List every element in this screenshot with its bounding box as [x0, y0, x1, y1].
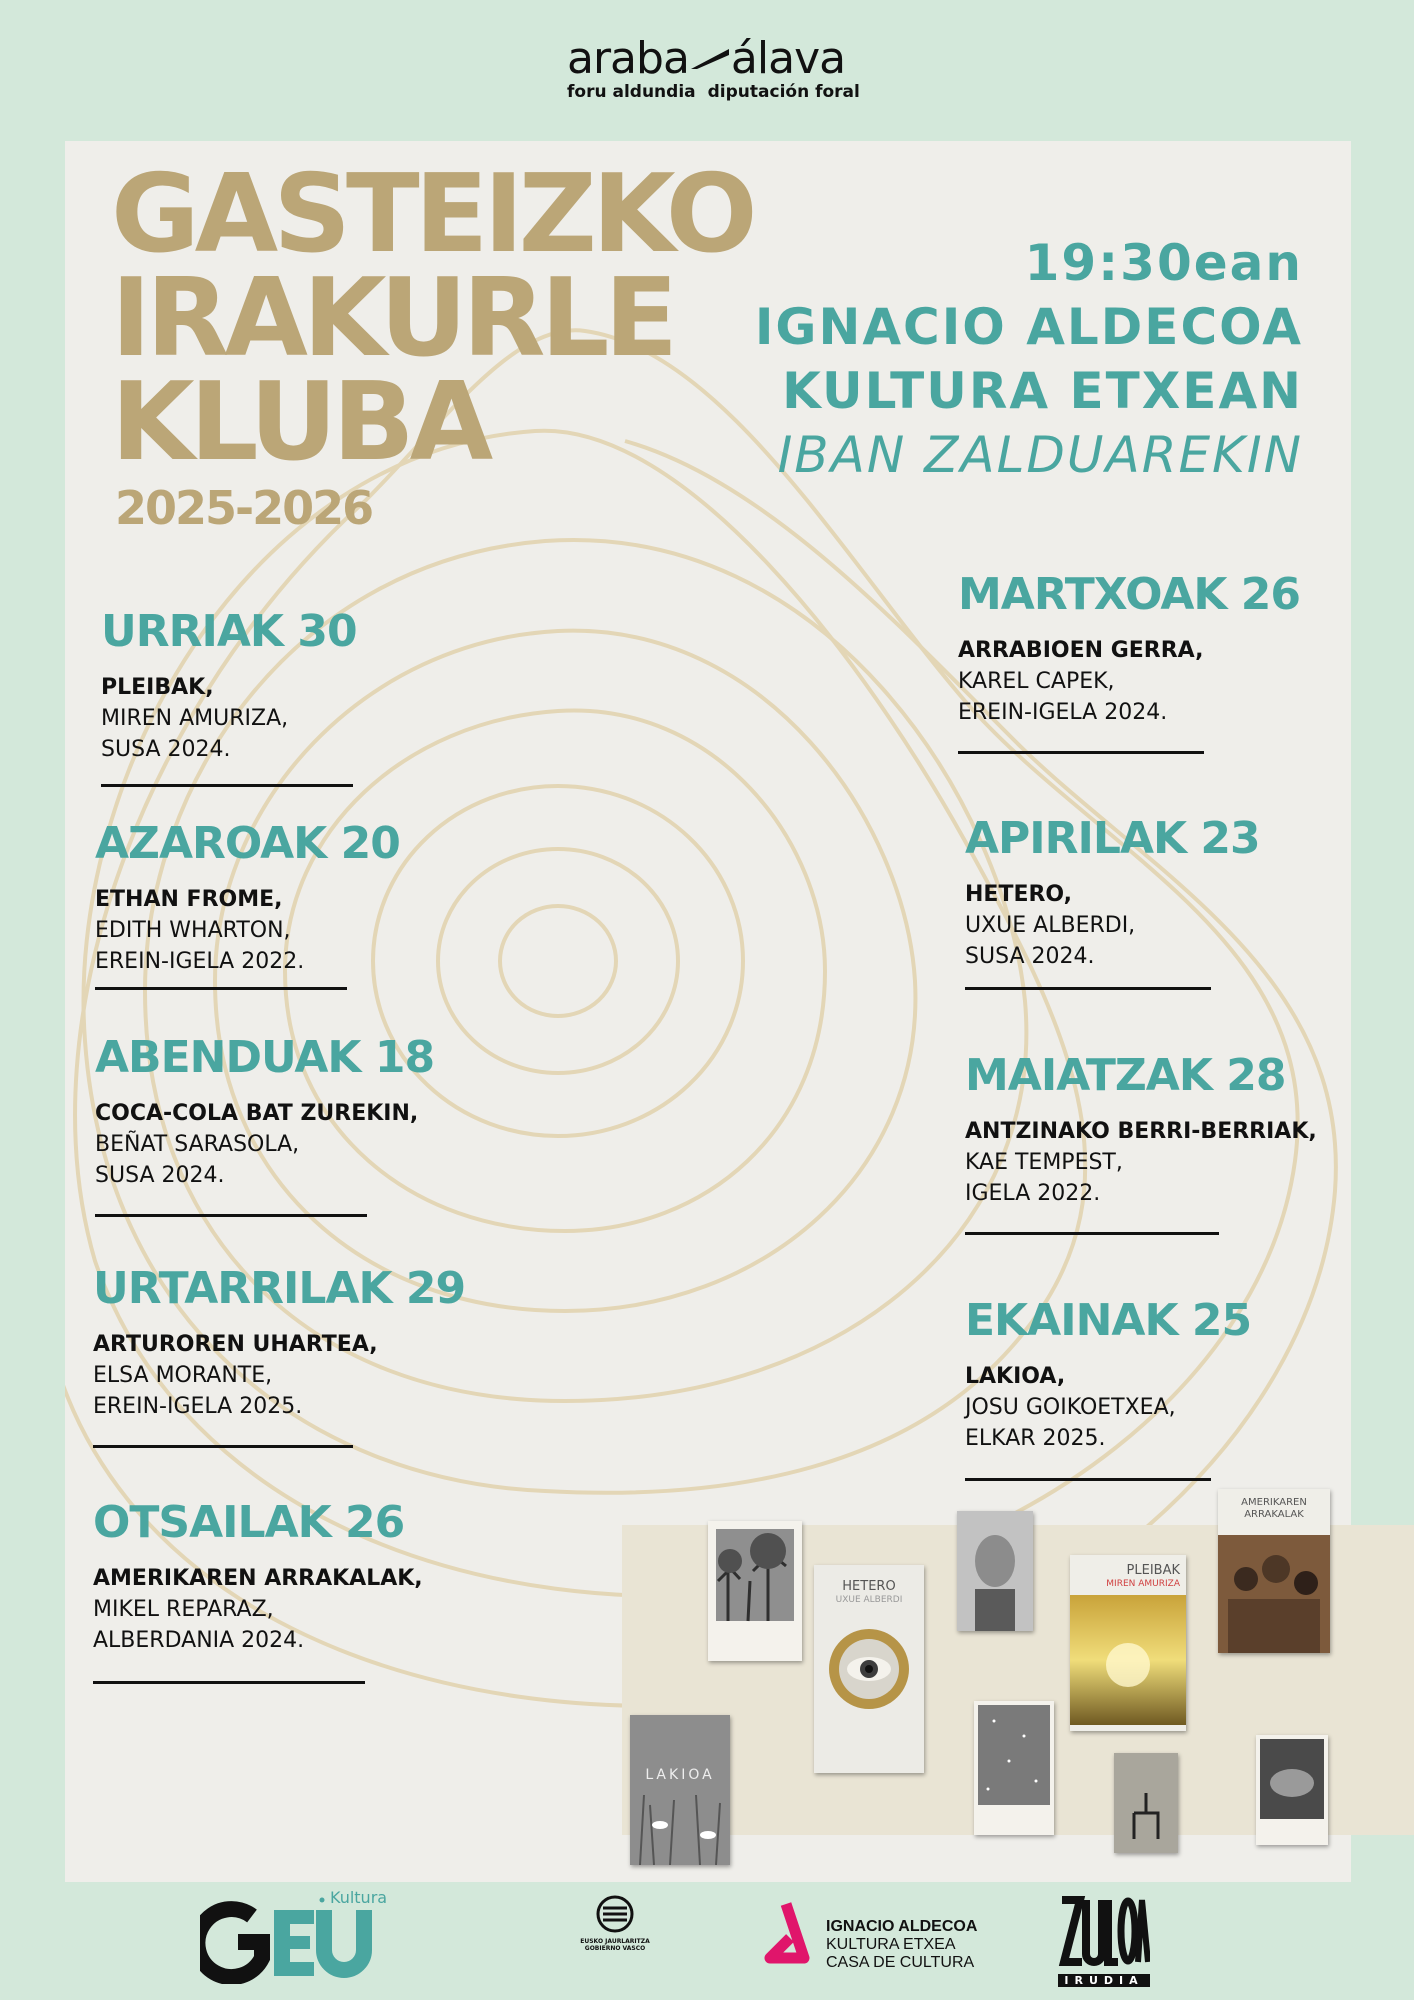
event-book-title: LAKIOA, [965, 1364, 1066, 1389]
title-line-3: KLUBA [111, 360, 489, 485]
event-publisher: EREIN-IGELA 2022. [95, 949, 305, 974]
event-date: APIRILAK 23 [965, 813, 1260, 864]
cover-pleibak-author: MIREN AMURIZA [1106, 1579, 1180, 1589]
event-divider [93, 1445, 353, 1448]
event-author: KAE TEMPEST, [965, 1150, 1123, 1175]
event-book-title: ARRABIOEN GERRA, [958, 638, 1204, 663]
event-publisher: ALBERDANIA 2024. [93, 1628, 305, 1653]
event-publisher: EREIN-IGELA 2025. [93, 1394, 303, 1419]
eusko-line-2: GOBIERNO VASCO [584, 1945, 646, 1952]
event-publisher: SUSA 2024. [965, 944, 1095, 969]
geu-logo-icon [200, 1894, 410, 1984]
logo-slash-icon [689, 47, 731, 71]
event-publisher: SUSA 2024. [101, 737, 231, 762]
geu-kultura-logo [200, 1888, 410, 1984]
sunlight-image-icon [1070, 1555, 1186, 1731]
book-cover-animal [1256, 1735, 1328, 1845]
geu-kultura-label: Kultura [330, 1888, 388, 1907]
event-divider [958, 751, 1204, 754]
aldecoa-line-1: IGNACIO ALDECOA [826, 1918, 978, 1935]
event-date: ABENDUAK 18 [95, 1032, 435, 1083]
event-date: MAIATZAK 28 [965, 1050, 1286, 1101]
event-author: JOSU GOIKOETXEA, [965, 1395, 1176, 1420]
forest-image-icon [708, 1521, 802, 1631]
cover-lakioa-title: LAKIOA [645, 1767, 715, 1783]
event-item [101, 606, 357, 765]
eusko-line-1: EUSKO JAURLARITZA [580, 1938, 650, 1945]
event-book-title: ETHAN FROME, [95, 887, 283, 912]
animal-image-icon [1256, 1735, 1328, 1825]
logo-right-word: álava [730, 33, 846, 84]
event-item [95, 1032, 434, 1191]
cover-pleibak-title: PLEIBAK [1126, 1563, 1180, 1578]
event-author: ELSA MORANTE, [93, 1363, 273, 1388]
event-divider [965, 987, 1211, 990]
aldecoa-a-icon [760, 1898, 812, 1978]
event-author: BEÑAT SARASOLA, [95, 1132, 300, 1157]
venue-block [755, 231, 1303, 487]
event-divider [965, 1478, 1211, 1481]
book-covers-collage [622, 1497, 1414, 1835]
basque-crest-icon [595, 1894, 635, 1934]
event-publisher: SUSA 2024. [95, 1163, 225, 1188]
event-author: MIKEL REPARAZ, [93, 1597, 274, 1622]
event-divider [965, 1232, 1219, 1235]
cover-amerikaren-title: AMERIKAREN ARRAKALAK [1241, 1497, 1307, 1520]
event-item [965, 1050, 1317, 1209]
event-book-title: HETERO, [965, 882, 1072, 907]
zuloa-sub: IRUDIA [1058, 1974, 1150, 1987]
zuloa-irudia-logo [1058, 1892, 1150, 1990]
event-publisher: ELKAR 2025. [965, 1426, 1106, 1451]
event-item [93, 1497, 423, 1656]
event-date: MARTXOAK 26 [958, 569, 1301, 620]
cover-hetero-title: HETERO [842, 1579, 896, 1594]
book-cover-antzinako [1114, 1753, 1178, 1853]
book-cover-pleibak [1070, 1555, 1186, 1731]
book-cover-hetero [814, 1565, 924, 1773]
reeds-image-icon [630, 1715, 730, 1865]
event-divider [101, 784, 353, 787]
footer-logos [0, 1882, 1414, 2000]
venue-line-2: KULTURA ETXEAN [782, 362, 1303, 420]
aldecoa-line-2: KULTURA ETXEA [826, 1936, 956, 1953]
event-author: EDITH WHARTON, [95, 918, 291, 943]
event-item [95, 818, 400, 977]
title-line-1: GASTEIZKO [111, 152, 753, 277]
zuloa-logo-icon [1058, 1892, 1150, 1970]
event-date: AZAROAK 20 [95, 818, 400, 869]
logo-sub-right: diputación foral [707, 82, 860, 102]
event-date: URRIAK 30 [101, 606, 357, 657]
crowd-image-icon [1218, 1489, 1330, 1653]
venue-line-1: IGNACIO ALDECOA [754, 298, 1303, 356]
cover-hetero-author: UXUE ALBERDI [835, 1595, 903, 1605]
event-book-title: COCA-COLA BAT ZUREKIN, [95, 1101, 419, 1126]
event-date: URTARRILAK 29 [93, 1263, 466, 1314]
book-cover-portrait [957, 1511, 1033, 1631]
event-item [93, 1263, 465, 1422]
event-divider [95, 987, 347, 990]
event-date: EKAINAK 25 [965, 1295, 1252, 1346]
book-cover-forest [708, 1521, 802, 1661]
ignacio-aldecoa-logo [760, 1898, 978, 1988]
event-publisher: IGELA 2022. [965, 1181, 1101, 1206]
event-item [965, 813, 1260, 972]
event-publisher: EREIN-IGELA 2024. [958, 700, 1168, 725]
logo-sub-left: foru aldundia [567, 82, 696, 102]
event-book-title: ARTUROREN UHARTEA, [93, 1332, 378, 1357]
event-item [965, 1295, 1251, 1454]
event-author: MIREN AMURIZA, [101, 706, 289, 731]
book-cover-amerikaren [1218, 1489, 1330, 1653]
event-divider [95, 1214, 367, 1217]
logo-left-word: araba [567, 33, 689, 84]
event-divider [93, 1681, 365, 1684]
venue-host: IBAN ZALDUAREKIN [777, 426, 1303, 484]
event-item [958, 569, 1300, 728]
event-book-title: AMERIKAREN ARRAKALAK, [93, 1566, 423, 1591]
event-book-title: PLEIBAK, [101, 675, 214, 700]
event-author: KAREL CAPEK, [958, 669, 1115, 694]
aldecoa-line-3: CASA DE CULTURA [826, 1954, 975, 1971]
venue-time: 19:30ean [1024, 234, 1303, 292]
starfield-image-icon [974, 1701, 1054, 1811]
book-cover-stars [974, 1701, 1054, 1835]
portrait-image-icon [957, 1511, 1033, 1631]
title-line-2: IRAKURLE [111, 256, 674, 381]
event-date: OTSAILAK 26 [93, 1497, 405, 1548]
title-block [111, 152, 753, 535]
chair-image-icon [1114, 1753, 1178, 1853]
title-years: 2025-2026 [115, 481, 373, 535]
event-author: UXUE ALBERDI, [965, 913, 1136, 938]
event-book-title: ANTZINAKO BERRI-BERRIAK, [965, 1119, 1317, 1144]
book-cover-lakioa [630, 1715, 730, 1865]
eye-mirror-icon [814, 1565, 924, 1773]
araba-alava-logo [567, 33, 860, 108]
eusko-jaurlaritza-logo [575, 1894, 655, 1994]
